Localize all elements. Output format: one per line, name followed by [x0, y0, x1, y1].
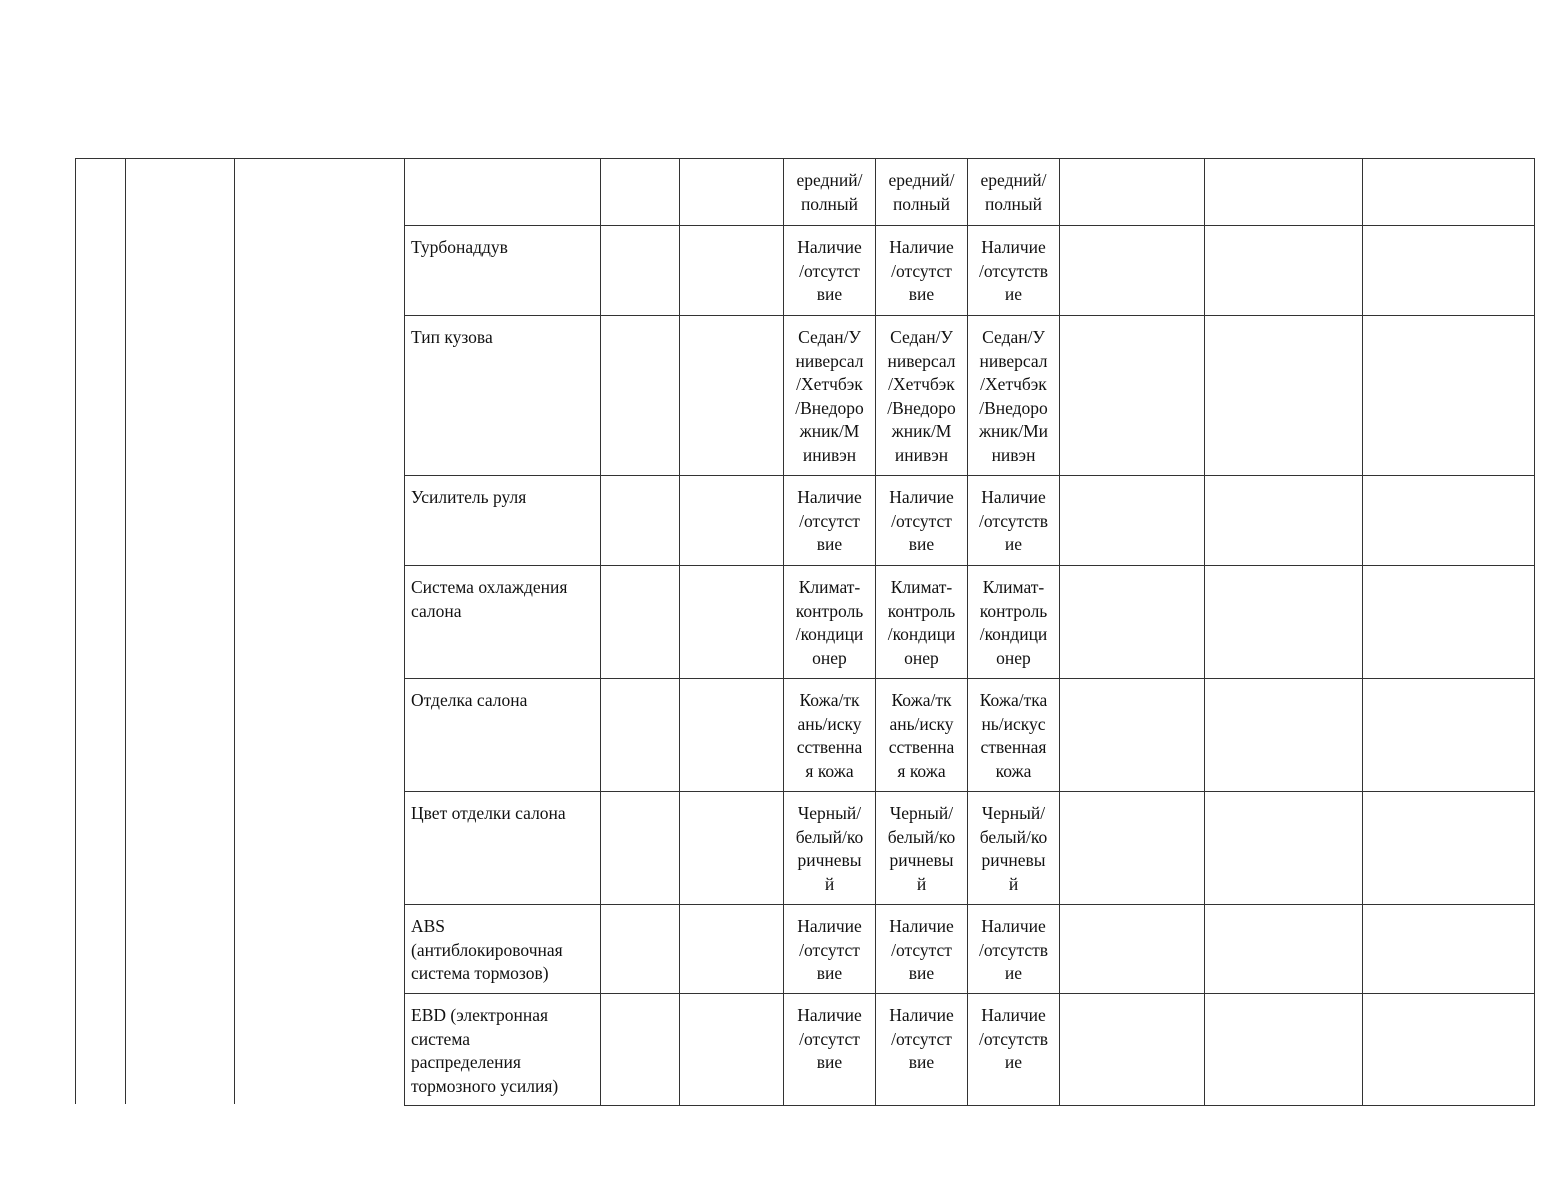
value-text: Седан/У: [798, 327, 861, 347]
empty-cell: [1205, 476, 1363, 566]
value-text: ричневы: [797, 850, 862, 870]
parameter-text: Усилитель руля: [411, 487, 527, 507]
parameter-cell: [405, 792, 601, 905]
value-text: Наличие: [797, 487, 862, 507]
parameter-cell: [405, 994, 601, 1106]
empty-cell: [1060, 476, 1205, 566]
empty-cell: [680, 226, 784, 316]
empty-cell: [1060, 679, 1205, 792]
empty-cell: [601, 792, 680, 905]
parameter-text: салона: [411, 600, 462, 621]
table-row: [405, 316, 1535, 476]
table-row: [405, 679, 1535, 792]
value-text: Климат-: [890, 577, 953, 597]
value-text: ниверсал: [979, 350, 1048, 371]
empty-cell: [680, 792, 784, 905]
value-text: /Внедоро: [979, 397, 1048, 418]
value-text: Кожа/тк: [799, 690, 860, 710]
value-text: /Хетчбэк: [888, 374, 955, 394]
value-text: /кондици: [795, 624, 864, 644]
empty-cell: [1060, 159, 1205, 226]
value-text: белый/ко: [795, 826, 864, 847]
value-cell: [876, 792, 968, 905]
value-text: /Внедоро: [795, 397, 864, 418]
value-cell: [784, 316, 876, 476]
value-text: Наличие: [889, 1005, 954, 1025]
value-text: Черный/: [889, 803, 954, 823]
value-text: вие: [908, 1052, 935, 1072]
value-text: /отсутст: [891, 510, 952, 531]
value-text: ань/иску: [797, 713, 862, 734]
value-text: /отсутств: [978, 939, 1049, 960]
column-border-1: [75, 158, 76, 1104]
value-text: /отсутст: [891, 939, 952, 960]
empty-cell: [601, 159, 680, 226]
value-cell: [784, 792, 876, 905]
value-text: Наличие: [889, 237, 954, 257]
value-text: ань/иску: [889, 713, 954, 734]
value-text: /кондици: [887, 624, 956, 644]
value-text: /отсутств: [978, 1028, 1049, 1049]
value-text: белый/ко: [979, 826, 1048, 847]
empty-cell: [680, 476, 784, 566]
value-text: /отсутств: [978, 260, 1049, 281]
value-cell: [876, 566, 968, 679]
value-text: ие: [1004, 963, 1023, 983]
parameter-text: Тип кузова: [411, 327, 493, 347]
table-row: [405, 476, 1535, 566]
parameter-text: Турбонаддув: [411, 237, 508, 257]
value-cell: [876, 226, 968, 316]
value-text: нь/искус: [981, 713, 1046, 734]
empty-cell: [601, 994, 680, 1106]
empty-cell: [601, 679, 680, 792]
value-text: Климат-: [798, 577, 861, 597]
empty-cell: [1205, 792, 1363, 905]
value-cell: [784, 159, 876, 226]
spec-table: [404, 158, 1535, 1106]
value-cell: [968, 159, 1060, 226]
value-text: Кожа/тк: [891, 690, 952, 710]
value-text: /отсутст: [799, 510, 860, 531]
value-cell: [968, 476, 1060, 566]
value-text: полный: [984, 193, 1043, 214]
parameter-text: система: [411, 1028, 471, 1049]
value-text: жник/Ми: [978, 421, 1049, 441]
value-text: Наличие: [981, 237, 1046, 257]
value-text: /Хетчбэк: [796, 374, 863, 394]
empty-cell: [1060, 792, 1205, 905]
parameter-cell: [405, 316, 601, 476]
value-text: полный: [892, 193, 951, 214]
value-text: ие: [1004, 284, 1023, 304]
value-text: контроль: [979, 600, 1048, 621]
value-text: онер: [996, 647, 1031, 668]
value-cell: [968, 679, 1060, 792]
value-text: вие: [816, 963, 843, 983]
parameter-text: Отделка салона: [411, 690, 528, 710]
value-cell: [784, 566, 876, 679]
value-text: жник/М: [799, 421, 860, 441]
value-text: ниверсал: [887, 350, 956, 371]
value-text: контроль: [887, 600, 956, 621]
empty-cell: [1363, 792, 1535, 905]
value-text: й: [916, 873, 927, 894]
value-text: Наличие: [981, 487, 1046, 507]
value-cell: [784, 226, 876, 316]
value-text: вие: [908, 534, 935, 554]
value-text: ричневы: [889, 850, 954, 870]
value-text: вие: [908, 963, 935, 983]
value-text: ниверсал: [795, 350, 864, 371]
empty-cell: [680, 905, 784, 994]
value-text: ственная: [980, 737, 1047, 757]
value-text: белый/ко: [887, 826, 956, 847]
empty-cell: [680, 566, 784, 679]
empty-cell: [1060, 994, 1205, 1106]
spec-table-body: [405, 159, 1535, 1106]
empty-cell: [1363, 566, 1535, 679]
parameter-text: распределения: [411, 1052, 521, 1072]
empty-cell: [601, 566, 680, 679]
value-text: Черный/: [797, 803, 862, 823]
table-row: [405, 566, 1535, 679]
value-text: полный: [800, 193, 859, 214]
parameter-text: (антиблокировочная: [411, 939, 563, 960]
parameter-text: EBD (электронная: [411, 1005, 549, 1025]
value-cell: [968, 994, 1060, 1106]
column-border-2: [125, 158, 126, 1104]
value-cell: [876, 994, 968, 1106]
empty-cell: [680, 679, 784, 792]
value-text: ие: [1004, 1052, 1023, 1072]
value-text: я кожа: [897, 760, 946, 781]
table-row: [405, 226, 1535, 316]
empty-cell: [601, 316, 680, 476]
table-row: [405, 792, 1535, 905]
value-text: Наличие: [889, 916, 954, 936]
empty-cell: [1205, 905, 1363, 994]
value-text: /отсутст: [799, 939, 860, 960]
value-cell: [968, 566, 1060, 679]
value-text: Седан/У: [890, 327, 953, 347]
value-text: инивэн: [894, 444, 949, 465]
value-text: ие: [1004, 534, 1023, 554]
parameter-cell: [405, 679, 601, 792]
empty-cell: [1205, 994, 1363, 1106]
empty-cell: [1363, 159, 1535, 226]
value-text: онер: [904, 647, 939, 668]
value-text: й: [824, 873, 835, 894]
value-text: Наличие: [797, 916, 862, 936]
empty-cell: [1363, 994, 1535, 1106]
value-cell: [968, 792, 1060, 905]
column-border-3: [234, 158, 235, 1104]
value-text: Наличие: [797, 237, 862, 257]
table-row: [405, 159, 1535, 226]
table-row: [405, 994, 1535, 1106]
value-text: вие: [816, 1052, 843, 1072]
parameter-cell: [405, 476, 601, 566]
value-cell: [784, 994, 876, 1106]
value-cell: [876, 316, 968, 476]
value-text: /отсутств: [978, 510, 1049, 531]
empty-cell: [680, 994, 784, 1106]
parameter-cell: [405, 905, 601, 994]
parameter-cell: [405, 159, 601, 226]
empty-cell: [1363, 316, 1535, 476]
value-text: инивэн: [802, 444, 857, 465]
value-cell: [784, 679, 876, 792]
value-cell: [784, 905, 876, 994]
empty-cell: [1363, 476, 1535, 566]
empty-cell: [1363, 226, 1535, 316]
value-text: /отсутст: [891, 260, 952, 281]
empty-cell: [1205, 316, 1363, 476]
empty-cell: [1060, 226, 1205, 316]
empty-cell: [1205, 566, 1363, 679]
value-cell: [876, 905, 968, 994]
value-text: Наличие: [981, 916, 1046, 936]
value-text: я кожа: [805, 760, 854, 781]
empty-cell: [1205, 226, 1363, 316]
empty-cell: [601, 476, 680, 566]
value-text: вие: [816, 534, 843, 554]
value-text: /кондици: [979, 624, 1048, 644]
value-text: еpедний/: [796, 170, 863, 190]
value-text: нивэн: [991, 444, 1036, 465]
value-text: /отсутст: [891, 1028, 952, 1049]
empty-cell: [1363, 679, 1535, 792]
empty-cell: [601, 905, 680, 994]
value-text: Седан/У: [982, 327, 1045, 347]
value-cell: [968, 226, 1060, 316]
value-cell: [876, 679, 968, 792]
value-cell: [876, 476, 968, 566]
empty-cell: [1363, 905, 1535, 994]
empty-cell: [1060, 316, 1205, 476]
value-cell: [968, 905, 1060, 994]
value-text: сственна: [796, 737, 863, 757]
empty-cell: [1060, 566, 1205, 679]
value-text: й: [1008, 873, 1019, 894]
value-text: Кожа/тка: [979, 690, 1048, 710]
parameter-cell: [405, 566, 601, 679]
value-text: /Хетчбэк: [980, 374, 1047, 394]
empty-cell: [680, 316, 784, 476]
value-text: /отсутст: [799, 1028, 860, 1049]
value-text: ричневы: [981, 850, 1046, 870]
table-row: [405, 905, 1535, 994]
parameter-cell: [405, 226, 601, 316]
value-text: жник/М: [891, 421, 952, 441]
parameter-text: ABS: [411, 916, 446, 936]
empty-cell: [1205, 159, 1363, 226]
value-text: /отсутст: [799, 260, 860, 281]
value-cell: [968, 316, 1060, 476]
value-text: контроль: [795, 600, 864, 621]
empty-cell: [601, 226, 680, 316]
parameter-text: система тормозов): [411, 963, 549, 983]
value-text: Наличие: [981, 1005, 1046, 1025]
value-text: Наличие: [797, 1005, 862, 1025]
value-cell: [784, 476, 876, 566]
value-text: Климат-: [982, 577, 1045, 597]
empty-cell: [680, 159, 784, 226]
parameter-text: Цвет отделки салона: [411, 803, 566, 823]
value-text: сственна: [888, 737, 955, 757]
value-text: онер: [812, 647, 847, 668]
value-text: еpедний/: [888, 170, 955, 190]
value-cell: [876, 159, 968, 226]
value-text: Наличие: [889, 487, 954, 507]
value-text: вие: [908, 284, 935, 304]
empty-cell: [1060, 905, 1205, 994]
value-text: еpедний/: [980, 170, 1047, 190]
parameter-text: тормозного усилия): [411, 1075, 559, 1096]
value-text: /Внедоро: [887, 397, 956, 418]
empty-cell: [1205, 679, 1363, 792]
parameter-text: Система охлаждения: [411, 577, 568, 597]
value-text: вие: [816, 284, 843, 304]
value-text: Черный/: [981, 803, 1046, 823]
value-text: кожа: [995, 760, 1032, 781]
